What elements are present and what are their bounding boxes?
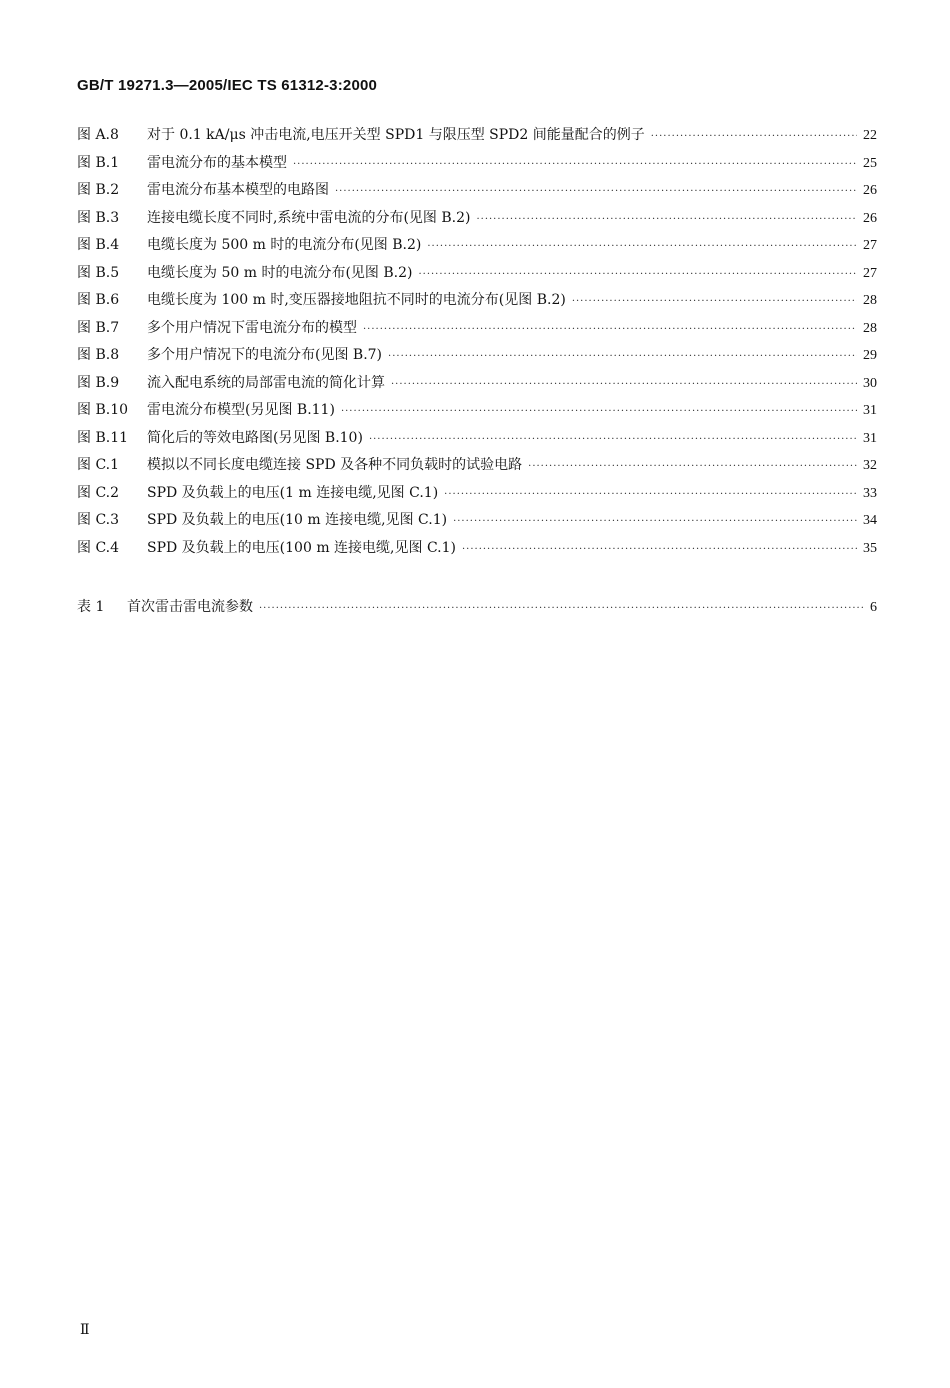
- document-header: GB/T 19271.3—2005/IEC TS 61312-3:2000: [77, 77, 378, 94]
- dot-leader: [388, 351, 857, 362]
- entry-title: 雷电流分布基本模型的电路图: [147, 182, 329, 198]
- entry-page: 30: [863, 375, 877, 391]
- entry-label: 图 B.9: [77, 374, 120, 391]
- toc-entry[interactable]: [77, 344, 877, 372]
- entry-label: 图 B.6: [77, 292, 120, 308]
- entry-title: 雷电流分布模型(另见图 B.11): [147, 402, 335, 418]
- figure-list: [77, 124, 877, 564]
- entry-title: 模拟以不同长度电缆连接 SPD 及各种不同负载时的试验电路: [147, 457, 523, 473]
- entry-title: 电缆长度为 50 m 时的电流分布(见图 B.2): [147, 264, 413, 281]
- toc-entry[interactable]: [77, 262, 877, 290]
- entry-page: 32: [863, 458, 877, 473]
- toc-entry[interactable]: [77, 234, 877, 262]
- entry-page: 26: [863, 183, 877, 198]
- entry-title: 电缆长度为 100 m 时,变压器接地阻抗不同时的电流分布(见图 B.2): [147, 292, 566, 308]
- entry-page: 27: [863, 238, 877, 253]
- entry-label: 表 1: [77, 599, 105, 615]
- toc-entry[interactable]: [77, 289, 877, 317]
- entry-title: 简化后的等效电路图(另见图 B.10): [147, 429, 363, 446]
- entry-label: 图 C.2: [77, 484, 120, 501]
- toc-entry[interactable]: [77, 537, 877, 565]
- entry-label: 图 B.8: [77, 347, 120, 363]
- table-list: [77, 596, 877, 624]
- entry-title: SPD 及负载上的电压(100 m 连接电缆,见图 C.1): [147, 539, 456, 556]
- entry-title: 对于 0.1 kA/μs 冲击电流,电压开关型 SPD1 与限压型 SPD2 间能量配合的例子: [147, 127, 645, 143]
- entry-title: SPD 及负载上的电压(10 m 连接电缆,见图 C.1): [147, 512, 448, 528]
- entry-page: 28: [863, 293, 877, 308]
- dot-leader: [476, 214, 857, 225]
- dot-leader: [427, 241, 857, 252]
- entry-title: 电缆长度为 500 m 时的电流分布(见图 B.2): [147, 237, 422, 253]
- entry-page: 28: [863, 320, 877, 336]
- entry-page: 31: [863, 430, 877, 446]
- dot-leader: [651, 131, 857, 142]
- toc-entry[interactable]: [77, 399, 877, 427]
- entry-label: 图 B.5: [77, 264, 120, 281]
- dot-leader: [572, 296, 857, 307]
- entry-label: 图 C.3: [77, 512, 120, 528]
- dot-leader: [335, 186, 857, 197]
- dot-leader: [259, 603, 864, 614]
- entry-label: 图 A.8: [77, 127, 119, 143]
- entry-label: 图 B.10: [77, 402, 129, 418]
- toc-entry[interactable]: [77, 482, 877, 510]
- entry-label: 图 C.4: [77, 539, 120, 556]
- entry-page: 6: [870, 600, 877, 615]
- dot-leader: [293, 159, 857, 170]
- entry-page: 22: [863, 128, 877, 143]
- toc-entry[interactable]: [77, 179, 877, 207]
- dot-leader: [363, 324, 857, 335]
- toc-entry[interactable]: [77, 207, 877, 235]
- toc-entry[interactable]: [77, 427, 877, 455]
- toc-entry[interactable]: [77, 596, 877, 624]
- entry-title: 雷电流分布的基本模型: [147, 154, 287, 171]
- entry-label: 图 B.7: [77, 319, 120, 336]
- entry-title: 连接电缆长度不同时,系统中雷电流的分布(见图 B.2): [147, 209, 471, 226]
- entry-title: 多个用户情况下雷电流分布的模型: [147, 319, 357, 336]
- page-number: Ⅱ: [80, 1322, 90, 1338]
- entry-page: 35: [863, 540, 877, 556]
- entry-page: 33: [863, 485, 877, 501]
- entry-label: 图 B.1: [77, 154, 120, 171]
- dot-leader: [391, 379, 857, 390]
- entry-title: 多个用户情况下的电流分布(见图 B.7): [147, 347, 383, 363]
- toc-entry[interactable]: [77, 317, 877, 345]
- entry-page: 27: [863, 265, 877, 281]
- entry-title: SPD 及负载上的电压(1 m 连接电缆,见图 C.1): [147, 484, 439, 501]
- entry-page: 34: [863, 513, 877, 528]
- entry-label: 图 B.2: [77, 182, 120, 198]
- toc-entry[interactable]: [77, 124, 877, 152]
- dot-leader: [462, 544, 857, 555]
- dot-leader: [444, 489, 857, 500]
- dot-leader: [418, 269, 857, 280]
- dot-leader: [453, 516, 857, 527]
- entry-page: 26: [863, 210, 877, 226]
- toc-entry[interactable]: [77, 454, 877, 482]
- entry-title: 流入配电系统的局部雷电流的简化计算: [147, 374, 385, 391]
- toc-entry[interactable]: [77, 152, 877, 180]
- entry-label: 图 B.11: [77, 429, 129, 446]
- entry-label: 图 B.4: [77, 237, 120, 253]
- toc-entry[interactable]: [77, 372, 877, 400]
- entry-title: 首次雷击雷电流参数: [127, 599, 253, 615]
- entry-page: 31: [863, 403, 877, 418]
- entry-label: 图 B.3: [77, 209, 120, 226]
- dot-leader: [369, 434, 857, 445]
- entry-label: 图 C.1: [77, 457, 120, 473]
- entry-page: 25: [863, 155, 877, 171]
- dot-leader: [528, 461, 857, 472]
- dot-leader: [341, 406, 857, 417]
- entry-page: 29: [863, 348, 877, 363]
- toc-entry[interactable]: [77, 509, 877, 537]
